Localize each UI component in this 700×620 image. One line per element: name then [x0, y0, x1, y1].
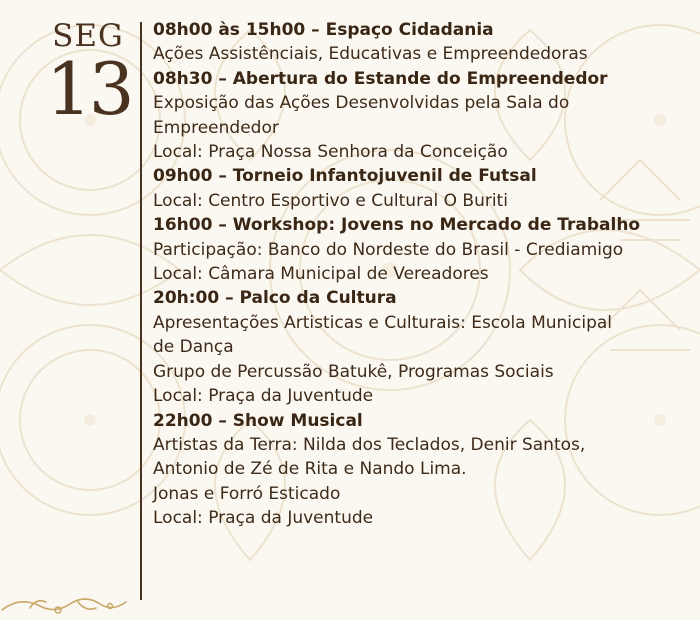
schedule-line: Local: Praça da Juventude — [153, 386, 374, 407]
schedule-line: Local: Praça Nossa Senhora da Conceição — [153, 142, 508, 163]
schedule-line: Local: Centro Esportivo e Cultural O Buriti — [153, 190, 508, 211]
flourish-ornament-icon — [0, 592, 130, 620]
schedule-line: 08h30 – Abertura do Estande do Empreendedor — [153, 68, 608, 89]
vertical-divider — [140, 22, 142, 600]
schedule-line: Local: Praça da Juventude — [153, 508, 374, 529]
day-label — [46, 18, 132, 131]
schedule-line: 08h00 às 15h00 – Espaço Cidadania — [153, 20, 494, 40]
schedule-line: Local: Câmara Municipal de Vereadores — [153, 264, 489, 285]
schedule-line: Antonio de Zé de Rita e Nando Lima. — [153, 459, 467, 480]
schedule-line: de Dança — [153, 337, 234, 358]
schedule-line: 22h00 – Show Musical — [153, 410, 363, 431]
weekday-name: SEG — [52, 18, 124, 54]
schedule-line: Participação: Banco do Nordeste do Brasil - Crediamigo — [153, 239, 624, 260]
schedule-line: Artistas da Terra: Nilda dos Teclados, Denir Santos, — [153, 434, 586, 455]
schedule-line: Apresentações Artisticas e Culturais: Escola Municipal — [153, 312, 613, 333]
schedule-line: Grupo de Percussão Batukê, Programas Sociais — [153, 361, 554, 382]
schedule-line: 09h00 – Torneio Infantojuvenil de Futsal — [153, 166, 537, 187]
schedule-line: Exposição das Ações Desenvolvidas pela Sala do — [153, 93, 570, 114]
day-number: 13 — [46, 47, 132, 131]
schedule-line: Empreendedor — [153, 117, 279, 138]
schedule-line: Ações Assistênciais, Educativas e Empreendedoras — [153, 44, 588, 65]
schedule-line: 16h00 – Workshop: Jovens no Mercado de Trabalho — [153, 215, 641, 236]
schedule-line: 20h:00 – Palco da Cultura — [153, 288, 397, 309]
schedule-line: Jonas e Forró Esticado — [153, 483, 341, 504]
schedule-list — [153, 18, 698, 531]
